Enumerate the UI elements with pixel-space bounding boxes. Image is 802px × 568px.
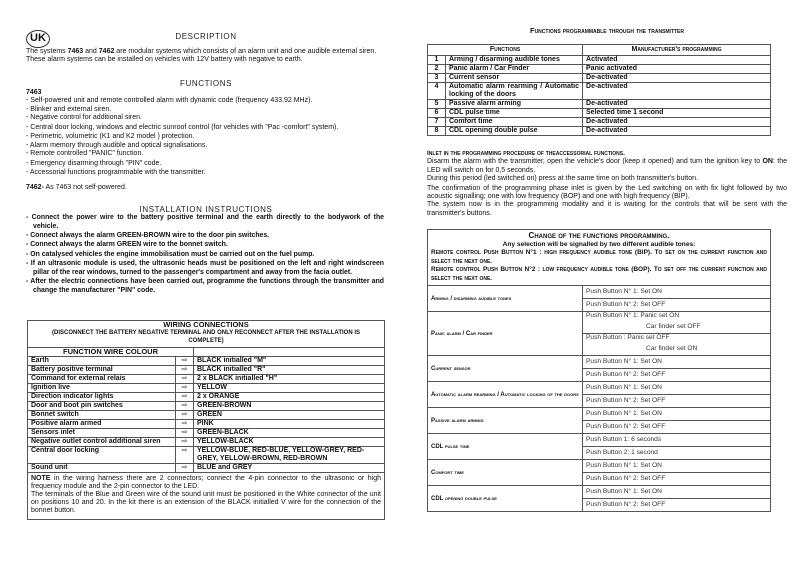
wiring-header-empty [194, 347, 385, 356]
option-line: Push Button N° 2: Set OFF [586, 371, 666, 378]
change-option [583, 356, 771, 369]
wiring-row [28, 356, 385, 365]
function-item: - Remote controlled "PANIC" function. [26, 150, 144, 158]
change-function-name: CDL pulse time [428, 434, 583, 460]
option-line: Push Button N° 1: Set ON [586, 288, 662, 295]
install-heading: INSTALLATION INSTRUCTIONS [139, 205, 273, 214]
install-item: - Connect the power wire to the battery positive terminal and the earth directly to the bodywork of the vehicle. [26, 214, 384, 230]
wiring-colour: 2 x BLACK initialled "H" [194, 374, 385, 383]
wiring-row [28, 446, 385, 463]
option-line: Push Button N° 1: Set ON [586, 384, 662, 391]
functions-header: Functions [428, 45, 583, 56]
function-item: - Self-powered unit and remote controlled alarm with dynamic code (frequency 433.92 MHz). [26, 97, 313, 104]
function-item: - Perimetric, volumetric (K1 and K2 model ) protection. [26, 132, 195, 140]
install-list [26, 214, 384, 296]
option-line: Push Button N° 1: Panic set ON [586, 312, 680, 319]
change-function-name: Arming / disarming audible tones [428, 286, 583, 312]
install-item: - After the electric connections have been carried out, programme the functions through the transmitter and change the manufacturer "PIN" code. [26, 278, 384, 294]
description-text [26, 48, 386, 65]
function-name: CDL opening double pulse [446, 127, 583, 136]
wiring-note [28, 472, 385, 519]
function-row [428, 118, 771, 127]
arrow-icon: ⇨ [176, 437, 194, 446]
description-heading [26, 33, 386, 41]
function-item: - Emergency disarming through "PIN" code. [26, 159, 162, 167]
wiring-row [28, 383, 385, 392]
install-item: - If an ultrasonic module is used, the ultrasonic heads must be positioned on the left and right windscreen pillar of the rear windows, turned to the passenger's compartment and away from the facia outlet. [26, 259, 384, 276]
wiring-row [28, 374, 385, 383]
change-row [428, 382, 771, 395]
function-name: Arming / disarming audible tones [446, 56, 583, 65]
function-row [428, 65, 771, 74]
wiring-row [28, 419, 385, 428]
function-name: Panic alarm / Car Finder [446, 65, 583, 74]
wiring-row [28, 410, 385, 419]
inlet-p1-b: : the LED will switch on for 0,5 seconds. [427, 158, 787, 174]
wiring-colour: 2 x ORANGE [194, 392, 385, 401]
wiring-colour: GREEN [194, 410, 385, 419]
wiring-colour: BLACK initialled "R" [194, 365, 385, 374]
change-option [583, 299, 771, 312]
arrow-icon: ⇨ [176, 410, 194, 419]
functions-heading: FUNCTIONS [179, 79, 233, 88]
wiring-colour: PINK [194, 419, 385, 428]
function-default: Panic activated [583, 65, 771, 74]
change-option [583, 312, 771, 334]
wiring-title: WIRING CONNECTIONS [28, 321, 385, 330]
change-subtitle: Any selection will be signalled by two different audible tones: [502, 240, 696, 248]
option-line: Push Button N° 2: Set OFF [586, 501, 666, 508]
arrow-icon: ⇨ [176, 374, 194, 383]
wiring-colour: BLUE and GREY [194, 463, 385, 472]
note-label: NOTE [31, 474, 51, 482]
wiring-function: Sensors inlet [28, 428, 176, 437]
change-option [583, 395, 771, 408]
function-row [428, 56, 771, 65]
function-number: 5 [428, 100, 446, 109]
change-row [428, 434, 771, 447]
inlet-on: ON [762, 158, 773, 166]
change-function-name: Comfort time [428, 460, 583, 486]
wiring-table [27, 320, 385, 520]
option-line: Push Button N° 2: Set OFF [586, 423, 666, 430]
desc-model: 7462 [98, 48, 115, 55]
inlet-title: Inlet in the programming procedure of theaccessorial functions. [427, 150, 625, 157]
note-text-2: The terminals of the Blue and Green wire of the sound unit must be positioned in the White connector of the unit on positions 10 and 20. In the kit there is an extension of the BLACK initialled V wire for the connection of the bonnet button. [31, 490, 381, 514]
wiring-function: Ignition live [28, 383, 176, 392]
change-function-name: Current sensor [428, 356, 583, 382]
function-item: - Alarm memory through audible and optical signalisations. [26, 141, 208, 149]
function-item: - Central door locking, windows and electric sunroof control (for vehicles with "Pac -comfort" system). [26, 124, 339, 132]
function-name: Comfort time [446, 118, 583, 127]
option-line: Push Button 2: 1 second [586, 449, 658, 456]
option-line: Car finder set ON [646, 345, 698, 352]
install-item: - Connect always the alarm GREEN-BROWN wire to the door pin switches. [26, 232, 270, 240]
option-line: Push Button : Panic set OFF [586, 334, 670, 341]
wiring-function: Battery positive terminal [28, 365, 176, 374]
wiring-function: Bonnet switch [28, 410, 176, 419]
function-number: 4 [428, 83, 446, 100]
change-option [583, 369, 771, 382]
option-line: Push Button N° 2: Set OFF [586, 301, 666, 308]
arrow-icon: ⇨ [176, 383, 194, 392]
wiring-row [28, 365, 385, 374]
wiring-function: Negative outlet control additional siren [28, 437, 176, 446]
change-option [583, 460, 771, 473]
manufacturer-header: Manufacturer's programming [583, 45, 771, 56]
wiring-row [28, 463, 385, 472]
inlet-section [427, 150, 787, 218]
change-function-name: Panic alarm / Car finder [428, 312, 583, 356]
change-option [583, 408, 771, 421]
function-name: Passive alarm arming [446, 100, 583, 109]
change-header [428, 230, 771, 286]
wiring-row [28, 401, 385, 410]
option-line: Push Button N° 2: Set OFF [586, 397, 666, 404]
wiring-function: Central door locking [28, 446, 176, 463]
function-row [428, 74, 771, 83]
change-option [583, 473, 771, 486]
option-line: Car finder set OFF [646, 323, 701, 330]
function-item: - Blinker and external siren. [26, 105, 112, 113]
function-name: Automatic alarm rearming / Automatic locking of the doors [446, 83, 583, 100]
arrow-icon: ⇨ [176, 392, 194, 401]
function-item: - Accessorial functions programmable with the transmitter. [26, 168, 206, 176]
option-line: Push Button N° 1: Set ON [586, 488, 662, 495]
wiring-function: Sound unit [28, 463, 176, 472]
desc-part: are modular systems which consists of an alarm unit and one audible external siren. These alarm systems can be installed on vehicles with 12V battery with negative to earth. [26, 48, 377, 64]
function-number: 7 [428, 118, 446, 127]
function-default: De-activated [583, 83, 771, 100]
arrow-icon: ⇨ [176, 356, 194, 365]
arrow-icon: ⇨ [176, 419, 194, 428]
change-option [583, 447, 771, 460]
change-row [428, 486, 771, 499]
install-item: - Connect always the alarm GREEN wire to the bonnet switch. [26, 241, 228, 249]
wiring-function: Direction indicator lights [28, 392, 176, 401]
change-option [583, 434, 771, 447]
change-option [583, 486, 771, 499]
wiring-function: Earth [28, 356, 176, 365]
function-default: De-activated [583, 127, 771, 136]
function-number: 2 [428, 65, 446, 74]
functions-programmable-title: Functions programmable through the transmitter [529, 26, 685, 35]
function-default: De-activated [583, 74, 771, 83]
inlet-p1-a: Disarm the alarm with the transmitter, open the vehicle's door (keep it opened) and turn the ignition key to [427, 158, 763, 166]
change-line-1: Remote control Push Button N°1 : high frequency audible tone (BIP). To set on the current function and select the next one. [431, 249, 767, 265]
function-item: - Negative control for additional siren. [26, 114, 142, 122]
arrow-icon: ⇨ [176, 428, 194, 437]
change-option [583, 286, 771, 299]
function-default: Activated [583, 56, 771, 65]
model-7462-text: As 7463 not self-powered. [43, 184, 127, 191]
inlet-p3: The confirmation of the programming phase inlet is given by the Led switching on with fix light followed by two acoustic signalling; one with low frequency (BOP) and one with high frequency (BIP). [427, 184, 787, 201]
change-row [428, 286, 771, 299]
change-function-name: CDL opening double pulse [428, 486, 583, 512]
wiring-subtitle: (DISCONNECT THE BATTERY NEGATIVE TERMINAL AND ONLY RECONNECT AFTER THE INSTALLATION IS COMPLETE) [28, 329, 385, 347]
function-default: De-activated [583, 118, 771, 127]
arrow-icon: ⇨ [176, 365, 194, 374]
wiring-colour: GREEN-BROWN [194, 401, 385, 410]
wiring-row [28, 428, 385, 437]
function-name: Current sensor [446, 74, 583, 83]
function-default: Selected time 1 second [583, 109, 771, 118]
change-option [583, 499, 771, 512]
model-7462: 7462- [26, 184, 44, 191]
change-line-2: Remote control Push Button N°2 : low frequency audible tone (BOP). To set off the current function and select the next one. [431, 266, 767, 282]
desc-model: 7463 [67, 48, 84, 55]
change-row [428, 460, 771, 473]
wiring-function: Door and boot pin switches [28, 401, 176, 410]
inlet-p4: The system now is in the programming modality and it is waiting for the controls that will be sent with the transmitter's buttons. [427, 201, 787, 217]
wiring-colour: YELLOW-BLUE, RED-BLUE, YELLOW-GREY, RED-GREY, YELLOW-BROWN, RED-BROWN [194, 446, 385, 463]
change-table [427, 229, 771, 512]
change-title: Change of the functions programming. [528, 231, 670, 240]
wiring-colour: GREEN-BLACK [194, 428, 385, 437]
function-name: CDL pulse time [446, 109, 583, 118]
wiring-header: FUNCTION WIRE COLOUR [28, 347, 194, 356]
function-row [428, 127, 771, 136]
change-option [583, 382, 771, 395]
function-default: De-activated [583, 100, 771, 109]
functions-list [26, 97, 386, 177]
change-function-name: Passive alarm arming [428, 408, 583, 434]
change-row [428, 356, 771, 369]
option-line: Push Button N° 2: Set OFF [586, 475, 666, 482]
change-row [428, 312, 771, 334]
function-row [428, 109, 771, 118]
change-function-name: Automatic alarm rearming / Automatic locking of the doors [428, 382, 583, 408]
wiring-row [28, 437, 385, 446]
wiring-function: Command for external relais [28, 374, 176, 383]
function-row [428, 100, 771, 109]
function-number: 3 [428, 74, 446, 83]
wiring-function: Positive alarm armed [28, 419, 176, 428]
arrow-icon: ⇨ [176, 446, 194, 463]
wiring-colour: YELLOW [194, 383, 385, 392]
wiring-row [28, 392, 385, 401]
option-line: Push Button 1: 6 seconds [586, 436, 662, 443]
install-item: - On catalysed vehicles the engine immobilisation must be carried out on the fuel pump. [26, 250, 315, 258]
note-text-1: in the wiring harness there are 2 connectors; connect the 4-pin connector to the ultrasonic or high frequency module and the 2-pin connector to the LED. [31, 474, 381, 490]
function-row [428, 83, 771, 100]
model-7463: 7463 [26, 89, 42, 96]
change-option [583, 334, 771, 356]
function-number: 1 [428, 56, 446, 65]
arrow-icon: ⇨ [176, 401, 194, 410]
desc-part: and [83, 48, 99, 55]
option-line: Push Button N° 1: Set ON [586, 410, 662, 417]
desc-part: The systems [26, 48, 68, 55]
functions-table [427, 44, 771, 136]
change-option [583, 421, 771, 434]
function-number: 8 [428, 127, 446, 136]
function-number: 6 [428, 109, 446, 118]
option-line: Push Button N° 1: Set ON [586, 462, 662, 469]
model-7462-line [26, 184, 127, 192]
inlet-p1 [427, 158, 787, 175]
wiring-colour: BLACK initialled "M" [194, 356, 385, 365]
option-line: Push Button N° 1: Set ON [586, 358, 662, 365]
inlet-p2: During this period (led switched on) press at the same time on both transmitter's button. [427, 175, 698, 183]
description-title: DESCRIPTION [175, 32, 237, 41]
arrow-icon: ⇨ [176, 463, 194, 472]
uk-badge: UK [26, 30, 50, 48]
wiring-colour: YELLOW-BLACK [194, 437, 385, 446]
change-row [428, 408, 771, 421]
